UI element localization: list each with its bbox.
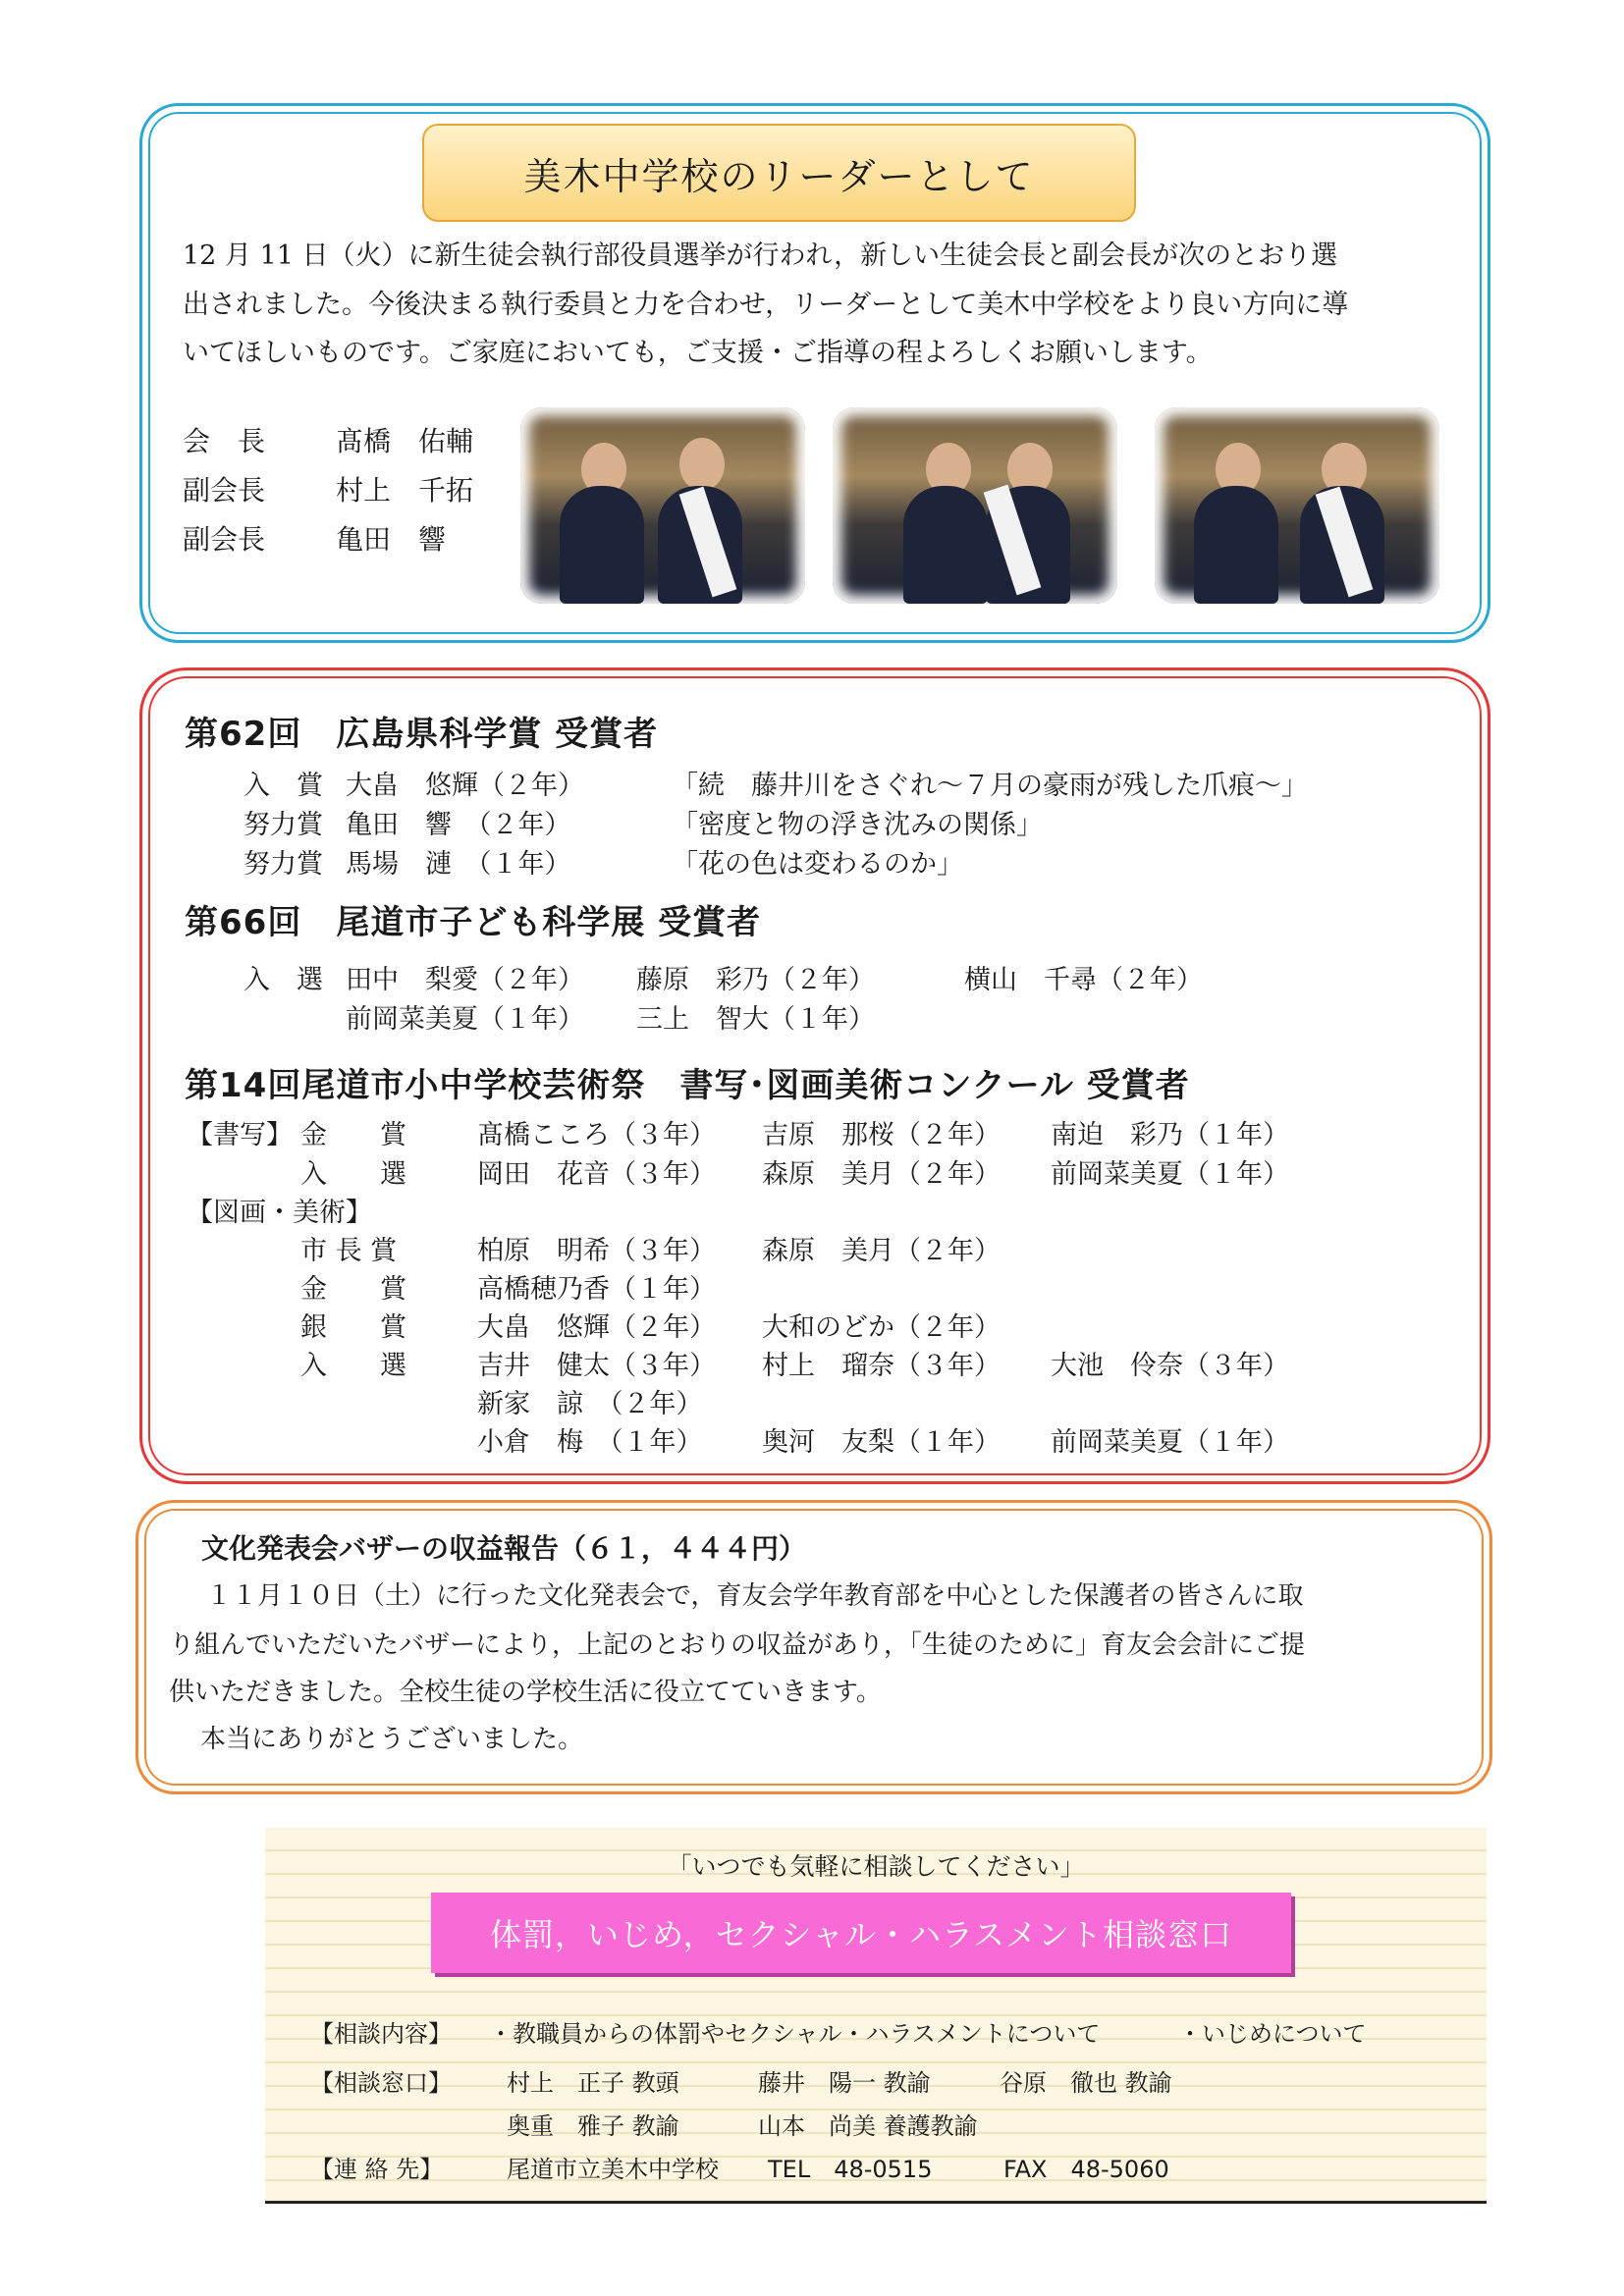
school-name: 尾道市立美木中学校: [507, 2156, 719, 2183]
staff-name: 奥重 雅子 教諭: [507, 2112, 679, 2140]
consultation-panel: [265, 1828, 1487, 2204]
president-photo: [520, 407, 805, 604]
officer-row: 副会長 村上 千拓: [183, 474, 474, 507]
leader-para-2: 出されました。今後決まる執行委員と力を合わせ，リーダーとして美木中学校をより良い方向に導: [183, 290, 1349, 320]
consult-content-label: 【相談内容】: [310, 2020, 452, 2048]
contact-label: 【連 絡 先】: [310, 2156, 444, 2183]
staff-name: 村上 正子 教頭: [507, 2069, 679, 2097]
leader-title: 美木中学校のリーダーとして: [422, 124, 1136, 222]
bazaar-heading: 文化発表会バザーの収益報告（６１，４４４円）: [201, 1532, 807, 1565]
leader-para-3: いてほしいものです。ご家庭においても，ご支援・ご指導の程よろしくお願いします。: [183, 338, 1213, 368]
leader-para-1: 12 月 11 日（火）に新生徒会執行部役員選挙が行われ，新しい生徒会長と副会長が次のとおり選: [183, 240, 1338, 271]
officer-row: 会 長 髙橋 佑輔: [183, 425, 474, 457]
bazaar-line-2: り組んでいただいたバザーにより，上記のとおりの収益があり，「生徒のために」育友会会計にご提: [169, 1630, 1306, 1660]
children-science-heading: 第66回 尾道市子ども科学展 受賞者: [185, 903, 762, 942]
consultation-title: 体罰，いじめ，セクシャル・ハラスメント相談窓口: [431, 1893, 1291, 1973]
consultation-subtitle: 「いつでも気軽に相談してください」: [667, 1852, 1085, 1881]
staff-name: 藤井 陽一 教諭: [758, 2069, 931, 2097]
vice-president-1-photo: [833, 407, 1117, 604]
officer-row: 副会長 亀田 響: [183, 523, 447, 556]
bazaar-line-1: １１月１０日（土）に行った文化発表会で，育友会学年教育部を中心とした保護者の皆さんに取: [206, 1581, 1304, 1611]
consult-content-item: ・教職員からの体罰やセクシャル・ハラスメントについて: [489, 2020, 1101, 2048]
consult-content-item: ・いじめについて: [1178, 2020, 1367, 2048]
science-award-heading: 第62回 広島県科学賞 受賞者: [185, 715, 659, 754]
staff-name: 谷原 徹也 教諭: [1000, 2069, 1172, 2097]
staff-name: 山本 尚美 養護教諭: [758, 2112, 978, 2140]
art-festival-heading: 第14回尾道市小中学校芸術祭 書写･図画美術コンクール 受賞者: [185, 1066, 1190, 1105]
vice-president-2-photo: [1155, 407, 1439, 604]
bazaar-line-4: 本当にありがとうございました。: [200, 1725, 584, 1754]
fax-number: FAX 48-5060: [1003, 2156, 1169, 2183]
consult-window-label: 【相談窓口】: [310, 2069, 452, 2097]
tel-number: TEL 48-0515: [768, 2156, 933, 2183]
bazaar-line-3: 供いただきました。全校生徒の学校生活に役立てていきます。: [169, 1678, 882, 1707]
